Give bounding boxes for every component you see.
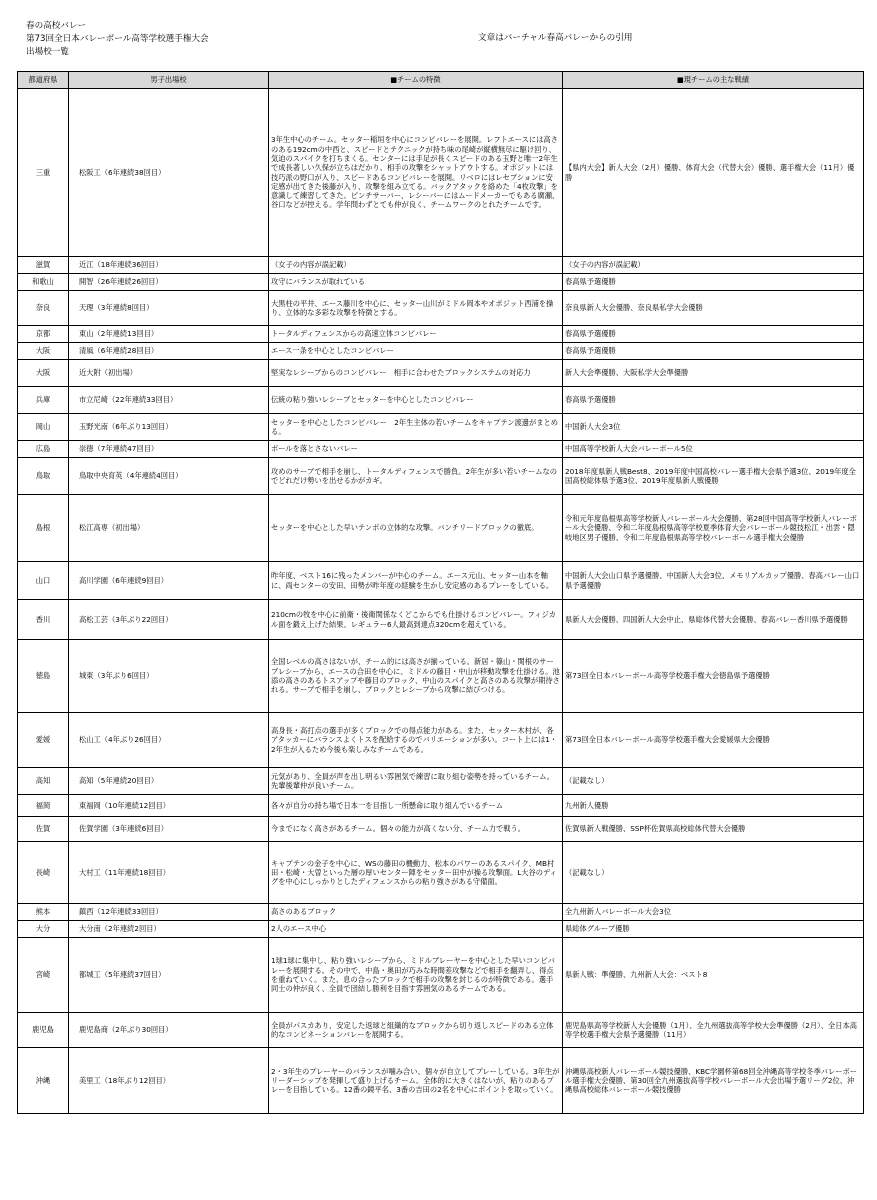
table-row xyxy=(18,326,864,343)
column-header-record: ■現チームの主な戦績 xyxy=(563,72,864,89)
table-row xyxy=(18,562,864,600)
table-row xyxy=(18,795,864,817)
table-row xyxy=(18,387,864,414)
row-prefecture: 岡山 xyxy=(18,414,69,441)
row-record: 佐賀県新人戦優勝、SSP杯佐賀県高校総体代替大会優勝 xyxy=(563,817,864,842)
row-feature: 高身長・高打点の選手が多くブロックでの得点能力がある。また、セッター木村が、各アタッカーにバランスよくトスを配給するのでバリエーションが多い。コート上には1・2年生が入るため今後も楽しみなチームである。 xyxy=(269,713,563,768)
row-school: 崇徳（7年連続47回目） xyxy=(69,441,269,458)
table-row xyxy=(18,640,864,713)
row-record: 県新人戦：準優勝、九州新人大会：ベスト8 xyxy=(563,938,864,1013)
row-record: 春高県予選優勝 xyxy=(563,326,864,343)
table-row xyxy=(18,904,864,921)
row-feature: 3年生中心のチーム。セッター稲垣を中心にコンビバレーを展開。レフトエースには高さのある192cmの中西と、スピードとテクニックが持ち味の尾崎が縦横無尽に駆け回り、気迫のスパイクを打ちまくる。センターには手足が長くスピードのある玉野と唯一2年生で成長著しい久保が立ちはだかり、相手の攻撃をシャットアウトする。オポジットには技巧派の野口が入り、スピードあるコンビバレーを展開。リベロにはレセプションに安定感が出てきた後藤が入り、攻撃を組み立てる。バックアタックを絡めた「4枚攻撃」を意識して練習してきた。ピンチサーバー、レシーバーにはムードメーカーでもある廣瀬、谷口などが控える。学年問わずとても仲が良く、チームワークのとれたチームです。 xyxy=(269,89,563,257)
row-record: 中国高等学校新人大会バレーボール5位 xyxy=(563,441,864,458)
column-header-school: 男子出場校 xyxy=(69,72,269,89)
row-prefecture: 広島 xyxy=(18,441,69,458)
row-school: 大村工（11年連続18回目） xyxy=(69,842,269,904)
row-school: 清風（6年連続28回目） xyxy=(69,343,269,360)
row-record: 春高県予選優勝 xyxy=(563,274,864,291)
row-school: 美里工（18年ぶり12回目） xyxy=(69,1048,269,1114)
row-prefecture: 佐賀 xyxy=(18,817,69,842)
row-feature: セッターを中心とした早いテンポの立体的な攻撃。バンチリードブロックの徹底。 xyxy=(269,495,563,562)
table-row xyxy=(18,458,864,495)
row-prefecture: 兵庫 xyxy=(18,387,69,414)
schools-table xyxy=(17,71,864,1114)
row-school: 松山工（4年ぶり26回目） xyxy=(69,713,269,768)
row-feature: （女子の内容が誤記載） xyxy=(269,257,563,274)
table-row xyxy=(18,1048,864,1114)
table-row xyxy=(18,938,864,1013)
row-record: 【県内大会】新人大会（2月）優勝、体育大会（代替大会）優勝、選手権大会（11月）優勝 xyxy=(563,89,864,257)
row-record: 九州新人優勝 xyxy=(563,795,864,817)
row-prefecture: 長崎 xyxy=(18,842,69,904)
table-row xyxy=(18,257,864,274)
row-feature: 伝統の粘り強いレシーブとセッターを中心としたコンビバレー xyxy=(269,387,563,414)
row-prefecture: 大阪 xyxy=(18,343,69,360)
row-school: 松江高専（初出場） xyxy=(69,495,269,562)
row-record: 県総体グループ優勝 xyxy=(563,921,864,938)
row-feature: 今までになく高さがあるチーム。個々の能力が高くない分、チーム力で戦う。 xyxy=(269,817,563,842)
row-feature: 高さのあるブロック xyxy=(269,904,563,921)
table-row xyxy=(18,360,864,387)
row-feature: エース一条を中心としたコンビバレー xyxy=(269,343,563,360)
row-prefecture: 山口 xyxy=(18,562,69,600)
row-record: 第73回全日本バレーボール高等学校選手権大会徳島県予選優勝 xyxy=(563,640,864,713)
row-prefecture: 島根 xyxy=(18,495,69,562)
row-prefecture: 滋賀 xyxy=(18,257,69,274)
row-feature: トータルディフェンスからの高速立体コンビバレー xyxy=(269,326,563,343)
row-prefecture: 京都 xyxy=(18,326,69,343)
row-school: 鳥取中央育英（4年連続4回目） xyxy=(69,458,269,495)
row-prefecture: 大阪 xyxy=(18,360,69,387)
column-header-feature: ■チームの特徴 xyxy=(269,72,563,89)
table-row xyxy=(18,89,864,257)
row-feature: セッターを中心としたコンビバレー 2年生主体の若いチームをキャプテン渡邊がまとめる。 xyxy=(269,414,563,441)
row-record: 鹿児島県高等学校新人大会優勝（1月）、全九州選抜高等学校大会準優勝（2月）、全日本高等学校選手権大会県予選優勝（11月） xyxy=(563,1013,864,1048)
row-record: 2018年度県新人戦Best8、2019年度中国高校バレー選手権大会県予選3位、2019年度全国高校総体県予選3位、2019年度県新人戦優勝 xyxy=(563,458,864,495)
table-row xyxy=(18,291,864,326)
row-prefecture: 宮崎 xyxy=(18,938,69,1013)
row-prefecture: 徳島 xyxy=(18,640,69,713)
row-school: 近江（18年連続36回目） xyxy=(69,257,269,274)
row-prefecture: 鹿児島 xyxy=(18,1013,69,1048)
row-school: 高知（5年連続20回目） xyxy=(69,768,269,795)
table-body xyxy=(18,89,864,1114)
row-school: 東福岡（10年連続12回目） xyxy=(69,795,269,817)
row-school: 開智（26年連続26回目） xyxy=(69,274,269,291)
row-school: 大分南（2年連続2回目） xyxy=(69,921,269,938)
list-title: 出場校一覧 xyxy=(26,46,69,57)
tournament-title: 第73回全日本バレーボール高等学校選手権大会 xyxy=(26,33,209,44)
row-record: （記載なし） xyxy=(563,768,864,795)
row-prefecture: 福岡 xyxy=(18,795,69,817)
row-prefecture: 奈良 xyxy=(18,291,69,326)
table-header-row xyxy=(18,72,864,89)
row-feature: 堅実なレシーブからのコンビバレー 相手に合わせたブロックシステムの対応力 xyxy=(269,360,563,387)
row-prefecture: 愛媛 xyxy=(18,713,69,768)
table-row xyxy=(18,343,864,360)
row-feature: 全員がパスカあり、安定した返球と組織的なブロックから切り返しスピードのある立体的なコンビネーションバレーを展開する。 xyxy=(269,1013,563,1048)
row-prefecture: 大分 xyxy=(18,921,69,938)
row-record: 中国新人大会3位 xyxy=(563,414,864,441)
row-prefecture: 熊本 xyxy=(18,904,69,921)
row-record: 春高県予選優勝 xyxy=(563,387,864,414)
table-row xyxy=(18,600,864,640)
source-note: 文章はバーチャル春高バレーからの引用 xyxy=(478,33,633,43)
row-school: 松阪工（6年連続38回目） xyxy=(69,89,269,257)
row-prefecture: 沖縄 xyxy=(18,1048,69,1114)
row-record: 令和元年度島根県高等学校新人バレーボール大会優勝、第28回中国高等学校新人バレーボール大会優勝、令和二年度島根県高等学校夏季体育大会バレーボール競技松江・出雲・隠岐地区男子優勝、令和二年度島根県高等学校バレーボール選手権大会優勝 xyxy=(563,495,864,562)
row-feature: 全国レベルの高さはないが、チーム的には高さが揃っている。新居・篠山・関根のサーブレシーブから、エースの合田を中心に、ミドルの藤目・中山が移動攻撃を仕掛ける。池添の高さのあるトスアップや藤目のブロック、中山のスパイクと高さのある攻撃が期待される。サーブで相手を崩し、ブロックとレシーブから攻撃に結びつける。 xyxy=(269,640,563,713)
row-school: 東山（2年連続13回目） xyxy=(69,326,269,343)
table-row xyxy=(18,768,864,795)
row-record: 第73回全日本バレーボール高等学校選手権大会愛媛県大会優勝 xyxy=(563,713,864,768)
table-row xyxy=(18,441,864,458)
row-prefecture: 和歌山 xyxy=(18,274,69,291)
row-feature: キャプテンの金子を中心に、WSの藤田の機動力、松本のパワーのあるスパイク、MB村田・松崎・大曽といった層の厚いセンター陣をセッター田中が操る攻撃面。L大谷のディグを中心にしっかりとしたディフェンスからの粘り強さがある守備面。 xyxy=(269,842,563,904)
row-feature: 元気があり、全員が声を出し明るい雰囲気で練習に取り組む姿勢を持っているチーム。先輩後輩仲が良いチーム。 xyxy=(269,768,563,795)
row-prefecture: 高知 xyxy=(18,768,69,795)
row-record: 中国新人大会山口県予選優勝、中国新人大会3位、メモリアルカップ優勝、春高バレー山口県予選優勝 xyxy=(563,562,864,600)
table-row xyxy=(18,495,864,562)
row-school: 鎮西（12年連続33回目） xyxy=(69,904,269,921)
row-record: 春高県予選優勝 xyxy=(563,343,864,360)
header-line-1: 春の高校バレー xyxy=(26,21,87,31)
row-school: 近大附（初出場） xyxy=(69,360,269,387)
table-row xyxy=(18,1013,864,1048)
row-record: 沖縄県高校新人バレーボール競技優勝、KBC学園杯第68回全沖縄高等学校冬季バレーボール選手権大会優勝、第30回全九州選抜高等学校バレーボール大会出場予選リーグ2位、沖縄県高校総体バレーボール競技優勝 xyxy=(563,1048,864,1114)
row-record: 奈良県新人大会優勝、奈良県私学大会優勝 xyxy=(563,291,864,326)
row-school: 高川学園（6年連続9回目） xyxy=(69,562,269,600)
table-row xyxy=(18,921,864,938)
row-prefecture: 香川 xyxy=(18,600,69,640)
row-feature: 大黒柱の平井、エース藤川を中心に、セッター山川がミドル岡本やオポジット西浦を操り、立体的な多彩な攻撃を特徴とする。 xyxy=(269,291,563,326)
row-school: 玉野光南（6年ぶり13回目） xyxy=(69,414,269,441)
row-record: （女子の内容が誤記載） xyxy=(563,257,864,274)
row-school: 天理（3年連続8回目） xyxy=(69,291,269,326)
row-school: 鹿児島商（2年ぶり30回目） xyxy=(69,1013,269,1048)
row-school: 佐賀学園（3年連続6回目） xyxy=(69,817,269,842)
column-header-prefecture: 都道府県 xyxy=(18,72,69,89)
document-header xyxy=(26,20,209,58)
row-record: 新人大会準優勝、大阪私学大会準優勝 xyxy=(563,360,864,387)
row-feature: ボールを落とさないバレー xyxy=(269,441,563,458)
table-row xyxy=(18,713,864,768)
row-feature: 1球1球に集中し、粘り強いレシーブから、ミドルブレーヤーを中心とした早いコンビバレーを展開する。その中で、中島・奥田が巧みな時間差攻撃などで相手を翻弄し、得点を重ねていく。また、息の合ったブロックで相手の攻撃を封じるのが特徴である。選手同士の仲が良く、全員で団結し勝利を目指す雰囲気のあるチームである。 xyxy=(269,938,563,1013)
row-feature: 各々が自分の持ち場で日本一を目指し一所懸命に取り組んでいるチーム xyxy=(269,795,563,817)
table-row xyxy=(18,274,864,291)
row-school: 城東（3年ぶり6回目） xyxy=(69,640,269,713)
row-record: （記載なし） xyxy=(563,842,864,904)
row-record: 県新人大会優勝、四国新人大会中止、県総体代替大会優勝、春高バレー香川県予選優勝 xyxy=(563,600,864,640)
row-feature: 攻守にバランスが取れている xyxy=(269,274,563,291)
table-row xyxy=(18,414,864,441)
row-school: 都城工（5年連続37回目） xyxy=(69,938,269,1013)
row-feature: 210cmの牧を中心に前衛・後衛関係なくどこからでも仕掛けるコンビバレー。フィジカル面を鍛え上げた結果、レギュラー6人最高到達点320cmを超えている。 xyxy=(269,600,563,640)
table-row xyxy=(18,842,864,904)
row-feature: 昨年度、ベスト16に残ったメンバーが中心のチーム。エース元山、セッター山本を軸に、両センターの安田、田勢が昨年度の経験を生かし安定感のあるプレーをしている。 xyxy=(269,562,563,600)
table-row xyxy=(18,817,864,842)
row-prefecture: 鳥取 xyxy=(18,458,69,495)
row-prefecture: 三重 xyxy=(18,89,69,257)
row-feature: 2・3年生のプレーヤーのバランスが噛み合い、個々が自立してプレーしている。3年生がリーダーシップを発揮して盛り上げるチーム。全体的に大きくはないが、粘りのあるプレーを目指している。12番の鏡平名、3番の吉田の2名を中心にポイントを取っていく。 xyxy=(269,1048,563,1114)
row-school: 市立尼崎（22年連続33回目） xyxy=(69,387,269,414)
row-record: 全九州新人バレーボール大会3位 xyxy=(563,904,864,921)
row-feature: 2人のエース中心 xyxy=(269,921,563,938)
row-feature: 攻めのサーブで相手を崩し、トータルディフェンスで勝負。2年生が多い若いチームなのでどれだけ勢いを出せるかがカギ。 xyxy=(269,458,563,495)
row-school: 高松工芸（3年ぶり22回目） xyxy=(69,600,269,640)
